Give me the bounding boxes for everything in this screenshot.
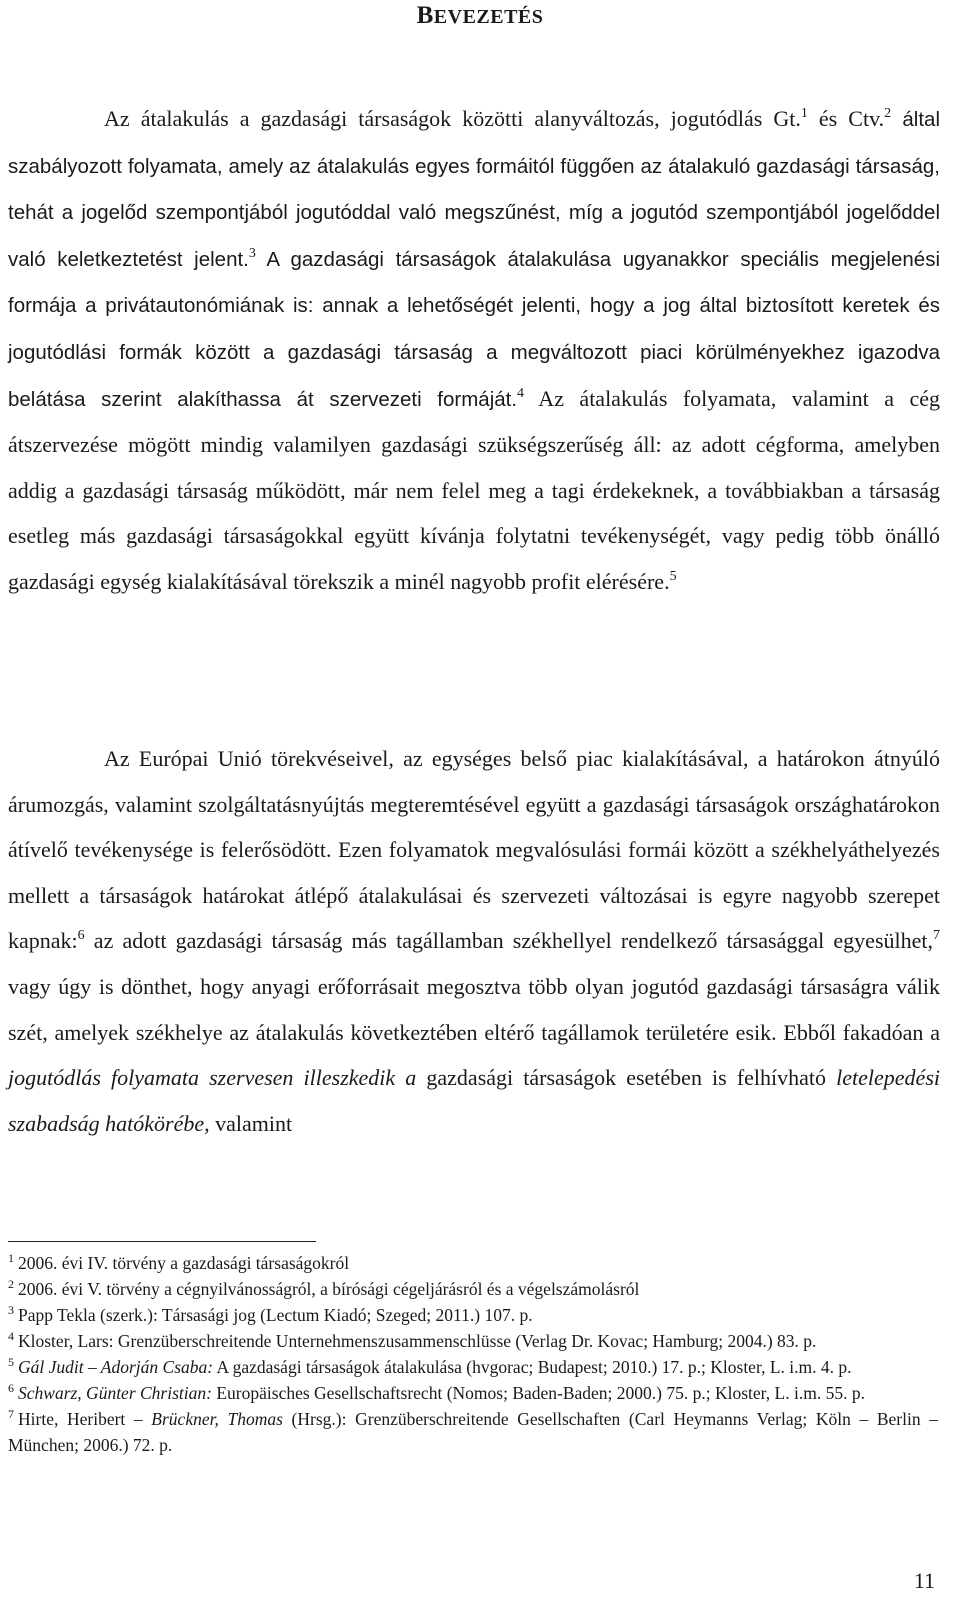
footnote-4 [8, 1328, 938, 1354]
footnote-number: 1 [8, 1251, 14, 1265]
p2-sentence-5: valamint [209, 1110, 293, 1136]
footnote-number: 7 [8, 1407, 14, 1421]
footnote-number: 3 [8, 1303, 14, 1317]
footnote-2 [8, 1276, 938, 1302]
footnote-author: Gál Judit – Adorján Csaba: [18, 1357, 214, 1377]
page-number: 11 [913, 1568, 935, 1593]
p2-emphasis-2: letelepedési szabadság hatókörébe, [8, 1065, 940, 1136]
footnote-ref-4[interactable]: 4 [517, 385, 525, 401]
p1-sentence-2: A gazdasági társaságok átalakulása ugyanakkor speciális megjelenési formája a privátautonómiának is: annak a lehetőségét jelenti, hogy a jog által biztosított keretek és jogutódlási formák között a gazdasági társaság a megváltozott piaci körülményekhez igazodva belátása szerint alakíthassa át szervezeti formáját. [8, 247, 940, 411]
p2-emphasis-1: jogutódlás folyamata szervesen illeszkedik a [8, 1065, 417, 1091]
title-initial: B [416, 2, 434, 29]
p1-sentence-1a: Az átalakulás a gazdasági társaságok közötti alanyváltozás, jogutódlás Gt. [104, 106, 801, 131]
page-title [0, 2, 960, 30]
footnotes [8, 1250, 938, 1458]
p2-sentence-4: gazdasági társaságok esetében is felhívható [416, 1065, 837, 1091]
title-rest: EVEZETÉS [433, 6, 544, 28]
footnote-number: 6 [8, 1381, 14, 1395]
footnote-author: Brückner, Thomas [151, 1409, 283, 1429]
p1-sentence-1b: és Ctv. [807, 106, 885, 131]
footnote-1 [8, 1250, 938, 1276]
footnote-6 [8, 1380, 938, 1406]
footnote-text: 2006. évi V. törvény a cégnyilvánosságról, a bírósági cégeljárásról és a végelszámolásról [18, 1279, 640, 1299]
footnote-author: Schwarz, Günter Christian: [18, 1383, 212, 1403]
footnote-ref-3[interactable]: 3 [248, 245, 256, 261]
footnote-5 [8, 1354, 938, 1380]
p2-sentence-3: vagy úgy is dönthet, hogy anyagi erőforrásait megosztva több olyan jogutód gazdasági társaságra válik szét, amelyek székhelye az átalakulás következtében eltérő tagállamok területére esik. Ebből fakadóan a [8, 973, 940, 1045]
p1-sentence-1c: által szabályozott folyamata, amely az átalakulás egyes formáitól függően az átalakuló gazdasági társaság, tehát a jogelőd szempontjából jogutóddal való megszűnést, míg a jogutód szempontjából jogelőddel való keletkeztetést jelent. [8, 108, 941, 271]
footnote-divider [8, 1241, 316, 1242]
footnote-ref-5[interactable]: 5 [669, 568, 677, 584]
footnote-text: Kloster, Lars: Grenzüberschreitende Unternehmenszusammenschlüsse (Verlag Dr. Kovac; Hamburg; 2004.) 83. p. [18, 1331, 817, 1351]
footnote-text: 2006. évi IV. törvény a gazdasági társaságokról [18, 1253, 350, 1273]
footnote-ref-6[interactable]: 6 [77, 928, 85, 944]
p1-sentence-3: Az átalakulás folyamata, valamint a cég átszervezése mögött mindig valamilyen gazdasági szükségszerűség áll: az adott cégforma, amelyben addig a gazdasági társaság működött, már nem felel meg a tagi érdekeknek, a továbbiakban a társaság esetleg más gazdasági társaságokkal együtt kívánja folytatni tevékenységét, vagy pedig több önálló gazdasági egység kialakításával törekszik a minél nagyobb profit elérésére. [8, 385, 940, 594]
footnote-ref-7[interactable]: 7 [933, 928, 940, 944]
footnote-ref-2[interactable]: 2 [884, 106, 892, 121]
footnote-text: Papp Tekla (szerk.): Társasági jog (Lectum Kiadó; Szeged; 2011.) 107. p. [18, 1305, 533, 1325]
footnote-number: 4 [8, 1329, 14, 1343]
p2-sentence-2: az adott gazdasági társaság más tagállamban székhellyel rendelkező társasággal egyesülhet, [84, 928, 933, 954]
footnote-number: 2 [8, 1277, 14, 1291]
footnote-text: A gazdasági társaságok átalakulása (hvgorac; Budapest; 2010.) 17. p.; Kloster, L. i.m. 4. p. [213, 1357, 852, 1377]
footnote-text: (Hrsg.): Grenzüberschreitende Gesellschaften (Carl Heymanns Verlag; Köln – Berlin – München; 2006.) 72. p. [8, 1409, 938, 1455]
footnote-author-plain: Hirte, Heribert – [18, 1409, 152, 1429]
footnote-number: 5 [8, 1355, 14, 1369]
paragraph-1 [8, 96, 940, 605]
footnote-3 [8, 1302, 938, 1328]
paragraph-2 [8, 736, 940, 1146]
p2-sentence-1: Az Európai Unió törekvéseivel, az egységes belső piac kialakításával, a határokon átnyúló árumozgás, valamint szolgáltatásnyújtás megteremtésével együtt a gazdasági társaságok országhatárokon átívelő tevékenysége is felerősödött. Ezen folyamatok megvalósulási formái között a székhelyáthelyezés mellett a társaságok határokat átlépő átalakulásai és szervezeti változásai is egyre nagyobb szerepet kapnak: [8, 746, 940, 954]
footnote-7 [8, 1406, 938, 1458]
footnote-ref-1[interactable]: 1 [800, 106, 808, 121]
footnote-text: Europäisches Gesellschaftsrecht (Nomos; Baden-Baden; 2000.) 75. p.; Kloster, L. i.m. 55. p. [211, 1383, 865, 1403]
